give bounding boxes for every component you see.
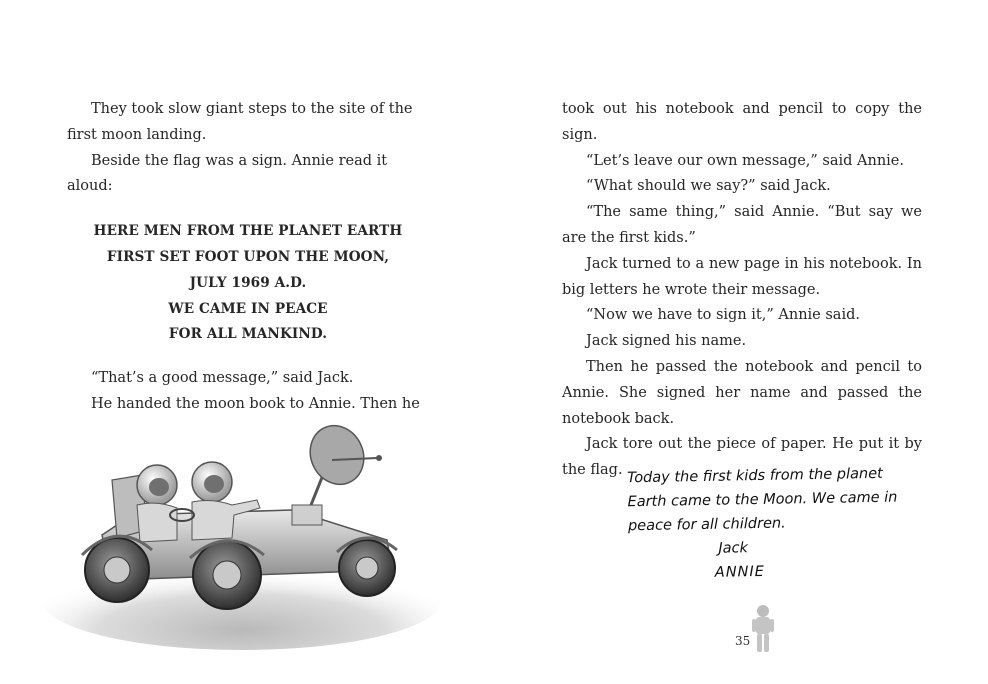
astronaut-icon bbox=[750, 604, 776, 654]
lunar-rover-illustration bbox=[42, 420, 442, 650]
paragraph: “That’s a good message,” said Jack. bbox=[91, 370, 354, 387]
paragraph: Jack tore out the piece of paper. He put it by the flag. bbox=[562, 436, 922, 479]
right-page-text bbox=[562, 97, 922, 484]
paragraph: He handed the moon book to Annie. Then he bbox=[91, 395, 420, 412]
paragraph: Jack signed his name. bbox=[586, 333, 747, 350]
paragraph: “Now we have to sign it,” Annie said. bbox=[586, 307, 860, 324]
paragraph: “Let’s leave our own message,” said Annie. bbox=[586, 152, 904, 169]
plaque-line: FOR ALL MANKIND. bbox=[168, 326, 328, 343]
signature-jack: Jack bbox=[718, 540, 749, 557]
note-line: peace for all children. bbox=[627, 515, 786, 535]
note-line: Today the first kids from the planet bbox=[627, 465, 883, 487]
handwritten-note bbox=[627, 462, 898, 587]
paragraph: “The same thing,” said Annie. “But say we are the first kids.” bbox=[562, 204, 922, 246]
note-line: Earth came to the Moon. We came in bbox=[627, 489, 898, 511]
plaque-line: HERE MEN FROM THE PLANET EARTH bbox=[93, 223, 403, 240]
right-page bbox=[494, 0, 988, 684]
left-page-text bbox=[67, 97, 429, 418]
moon-plaque-text bbox=[67, 219, 429, 348]
page-number: 35 bbox=[735, 634, 751, 648]
paragraph: took out his notebook and pencil to copy the sign. bbox=[562, 101, 922, 143]
signature-annie: ANNIE bbox=[714, 563, 766, 581]
paragraph: They took slow giant steps to the site of the first moon landing. bbox=[67, 101, 413, 143]
plaque-line: WE CAME IN PEACE bbox=[168, 300, 328, 317]
plaque-line: JULY 1969 A.D. bbox=[189, 274, 307, 291]
paragraph: Jack turned to a new page in his notebook. In big letters he wrote their message. bbox=[562, 255, 922, 298]
plaque-line: FIRST SET FOOT UPON THE MOON, bbox=[106, 248, 390, 265]
paragraph: Beside the flag was a sign. Annie read it aloud: bbox=[67, 152, 388, 195]
paragraph: Then he passed the notebook and pencil to Annie. She signed her name and passed the notebook back. bbox=[562, 358, 922, 427]
paragraph: “What should we say?” said Jack. bbox=[586, 178, 831, 195]
